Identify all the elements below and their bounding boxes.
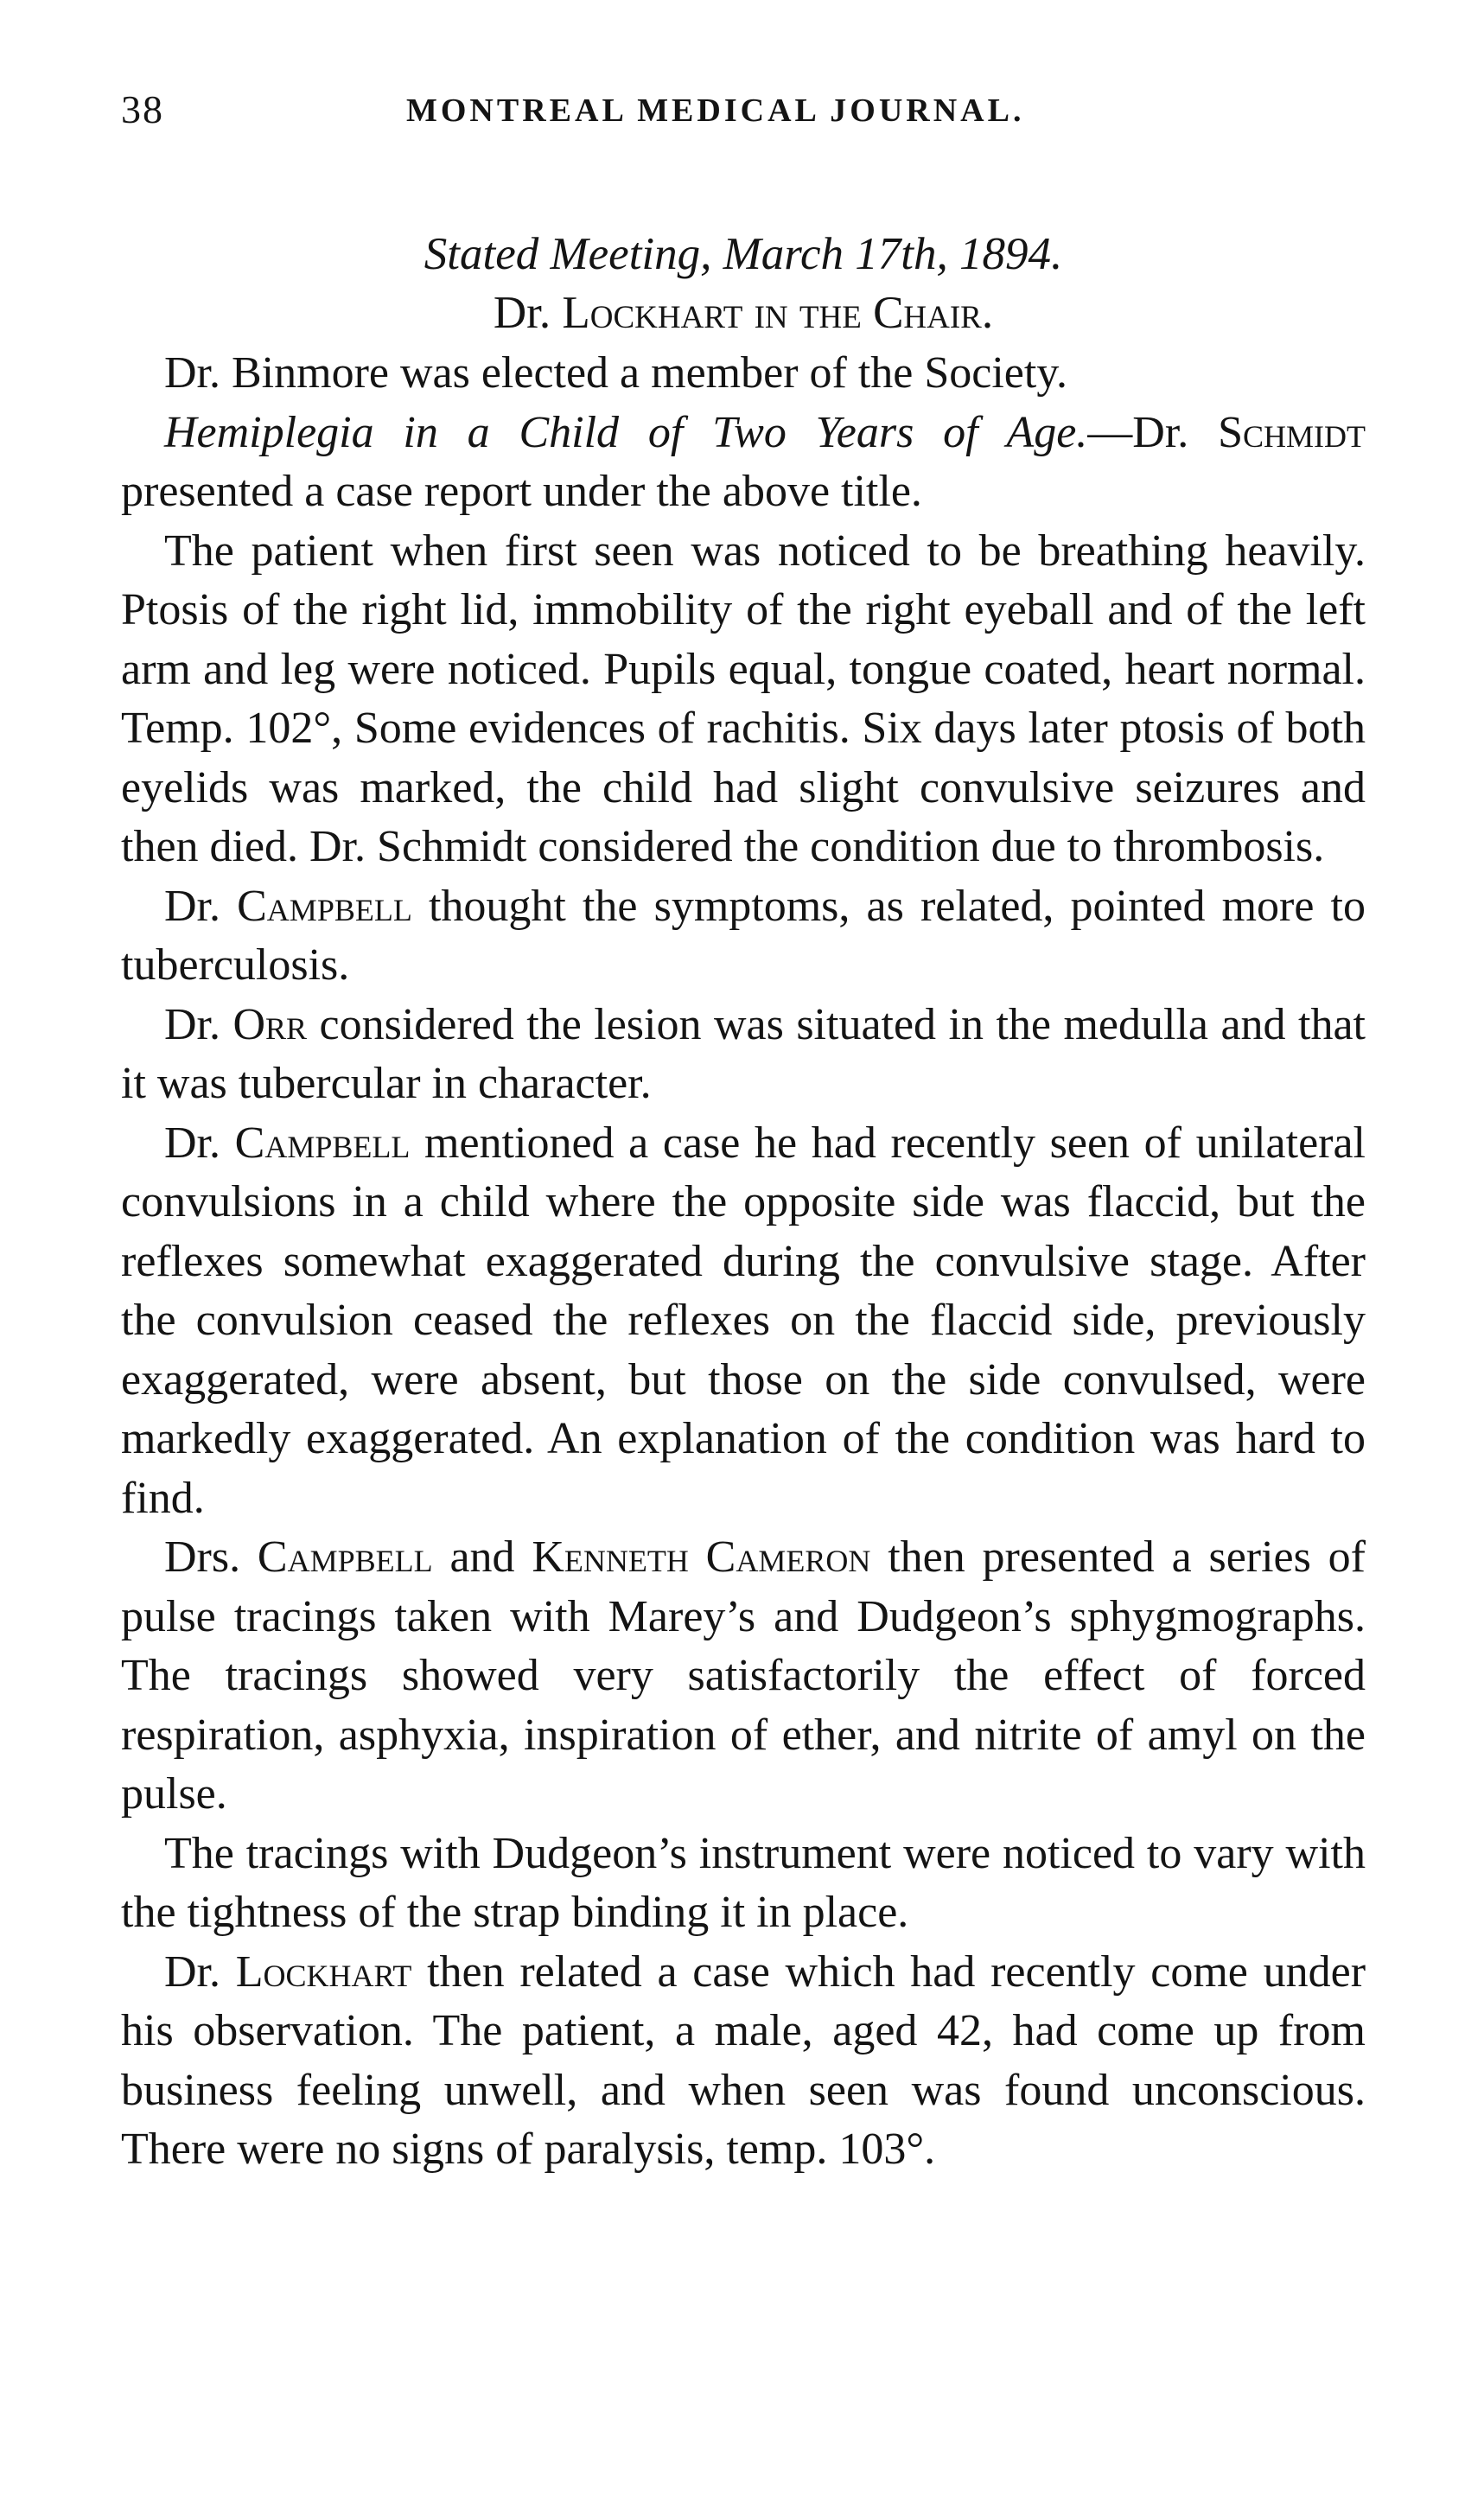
running-head xyxy=(121,86,1366,156)
paragraph-lockhart xyxy=(121,1943,1366,2180)
case-title: Hemiplegia in a Child of Two Years of Age. xyxy=(164,407,1088,457)
prefix: Drs. xyxy=(164,1532,258,1582)
case-title-dash: —Dr. xyxy=(1087,407,1219,457)
journal-title: MONTREAL MEDICAL JOURNAL. xyxy=(406,92,1025,129)
paragraph-case-report: The patient when first seen was noticed to be breathing heavily. Ptosis of the right lid, immobility of the right eyeball and of the left arm and leg were noticed. Pupils equal, tongue coated, heart normal. Temp. 102°, Some evidences of rachitis. Six days later ptosis of both eyelids was marked, the child had slight convulsive seizures and then died. Dr. Schmidt considered the condition due to thrombosis. xyxy=(121,526,1366,871)
meeting-date: Stated Meeting, March 17th, 1894. xyxy=(424,229,1063,279)
prefix: Dr. xyxy=(164,881,238,931)
page-number: 38 xyxy=(121,87,164,131)
article-body xyxy=(121,344,1366,2180)
paragraph-case-title xyxy=(121,404,1366,522)
journal-page xyxy=(121,86,1366,2180)
paragraph-campbell-2 xyxy=(121,1114,1366,1529)
paragraph-text: thought the symptoms, as related, pointed more to tuberculosis. xyxy=(121,881,1366,990)
speaker-name: Campbell xyxy=(257,1532,433,1582)
chair-name: Lockhart xyxy=(562,288,743,338)
paragraph-pulse-tracings xyxy=(121,1528,1366,1825)
case-title-rest: presented a case report under the above title. xyxy=(121,467,922,516)
paragraph-text: considered the lesion was situated in the medulla and that it was tubercular in character. xyxy=(121,999,1366,1108)
prefix: Dr. xyxy=(164,1118,235,1168)
prefix: Dr. xyxy=(164,999,233,1049)
paragraph-dudgeon: The tracings with Dudgeon’s instrument were noticed to vary with the tightness of the strap binding it in place. xyxy=(121,1828,1366,1937)
speaker-name: Orr xyxy=(232,999,308,1049)
paragraph-text: then presented a series of pulse tracings taken with Marey’s and Dudgeon’s sphygmographs. The tracings showed very satisfactorily the effect of forced respiration, asphyxia, inspiration of ether, and nitrite of amyl on the pulse. xyxy=(121,1532,1366,1819)
chair-suffix: in the Chair. xyxy=(742,288,994,338)
conjunction: and xyxy=(432,1532,532,1582)
paragraph-text: mentioned a case he had recently seen of unilateral convulsions in a child where the opposite side was flaccid, but the reflexes somewhat exaggerated during the convulsive stage. After the convulsion ceased the reflexes on the flaccid side, previously exaggerated, were absent, but those on the side convulsed, were markedly exaggerated. An explanation of the condition was hard to find. xyxy=(121,1118,1366,1523)
presenter-name: Schmidt xyxy=(1218,407,1366,457)
paragraph-text: then related a case which had recently come under his observation. The patient, a male, aged 42, had come up from business feeling unwell, and when seen was found unconscious. There were no signs of paralysis, temp. 103°. xyxy=(121,1946,1366,2174)
speaker-name: Lockhart xyxy=(235,1946,412,1997)
paragraph-campbell-1 xyxy=(121,877,1366,996)
speaker-name: Campbell xyxy=(234,1118,411,1168)
speaker-name: Campbell xyxy=(237,881,412,931)
prefix: Dr. xyxy=(164,1946,236,1997)
chair-line xyxy=(121,283,1366,342)
paragraph-orr xyxy=(121,996,1366,1114)
paragraph-election: Dr. Binmore was elected a member of the Society. xyxy=(164,348,1067,398)
speaker-name: Kenneth Cameron xyxy=(532,1532,871,1582)
chair-prefix: Dr. xyxy=(493,288,563,338)
